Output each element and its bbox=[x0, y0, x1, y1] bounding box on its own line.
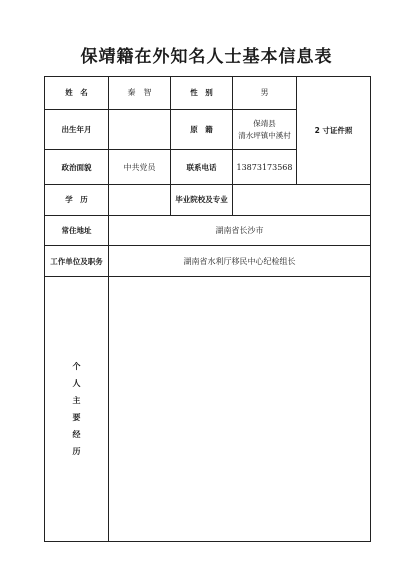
education-label: 学 历 bbox=[45, 185, 109, 216]
gender-label: 性 别 bbox=[171, 77, 233, 110]
origin-label: 原 籍 bbox=[171, 109, 233, 150]
photo-placeholder: 2 寸证件照 bbox=[297, 77, 371, 185]
birth-value bbox=[109, 109, 171, 150]
table-row bbox=[45, 246, 371, 277]
birth-label: 出生年月 bbox=[45, 109, 109, 150]
resume-label: 个人主要经历 bbox=[72, 361, 81, 456]
table-row bbox=[45, 77, 371, 110]
name-label: 姓 名 bbox=[45, 77, 109, 110]
resume-value bbox=[109, 276, 371, 541]
name-value: 秦 智 bbox=[109, 77, 171, 110]
phone-label: 联系电话 bbox=[171, 150, 233, 185]
work-value: 湖南省水利厅移民中心纪检组长 bbox=[109, 246, 371, 277]
origin-value-line2: 清水坪镇中溪村 bbox=[238, 130, 291, 140]
resume-label-cell bbox=[45, 276, 109, 541]
table-row bbox=[45, 215, 371, 246]
phone-value: 13873173568 bbox=[233, 150, 297, 185]
residence-value: 湖南省长沙市 bbox=[109, 215, 371, 246]
page-title: 保靖籍在外知名人士基本信息表 bbox=[80, 47, 333, 67]
politics-value: 中共党员 bbox=[109, 150, 171, 185]
info-form-table bbox=[44, 76, 371, 542]
politics-label: 政治面貌 bbox=[45, 150, 109, 185]
work-label: 工作单位及职务 bbox=[45, 246, 109, 277]
origin-value bbox=[233, 109, 297, 150]
school-value bbox=[233, 185, 371, 216]
origin-value-line1: 保靖县 bbox=[253, 118, 276, 128]
residence-label: 常住地址 bbox=[45, 215, 109, 246]
gender-value: 男 bbox=[233, 77, 297, 110]
education-value bbox=[109, 185, 171, 216]
table-row bbox=[45, 276, 371, 541]
table-row bbox=[45, 185, 371, 216]
school-label: 毕业院校及专业 bbox=[171, 185, 233, 216]
